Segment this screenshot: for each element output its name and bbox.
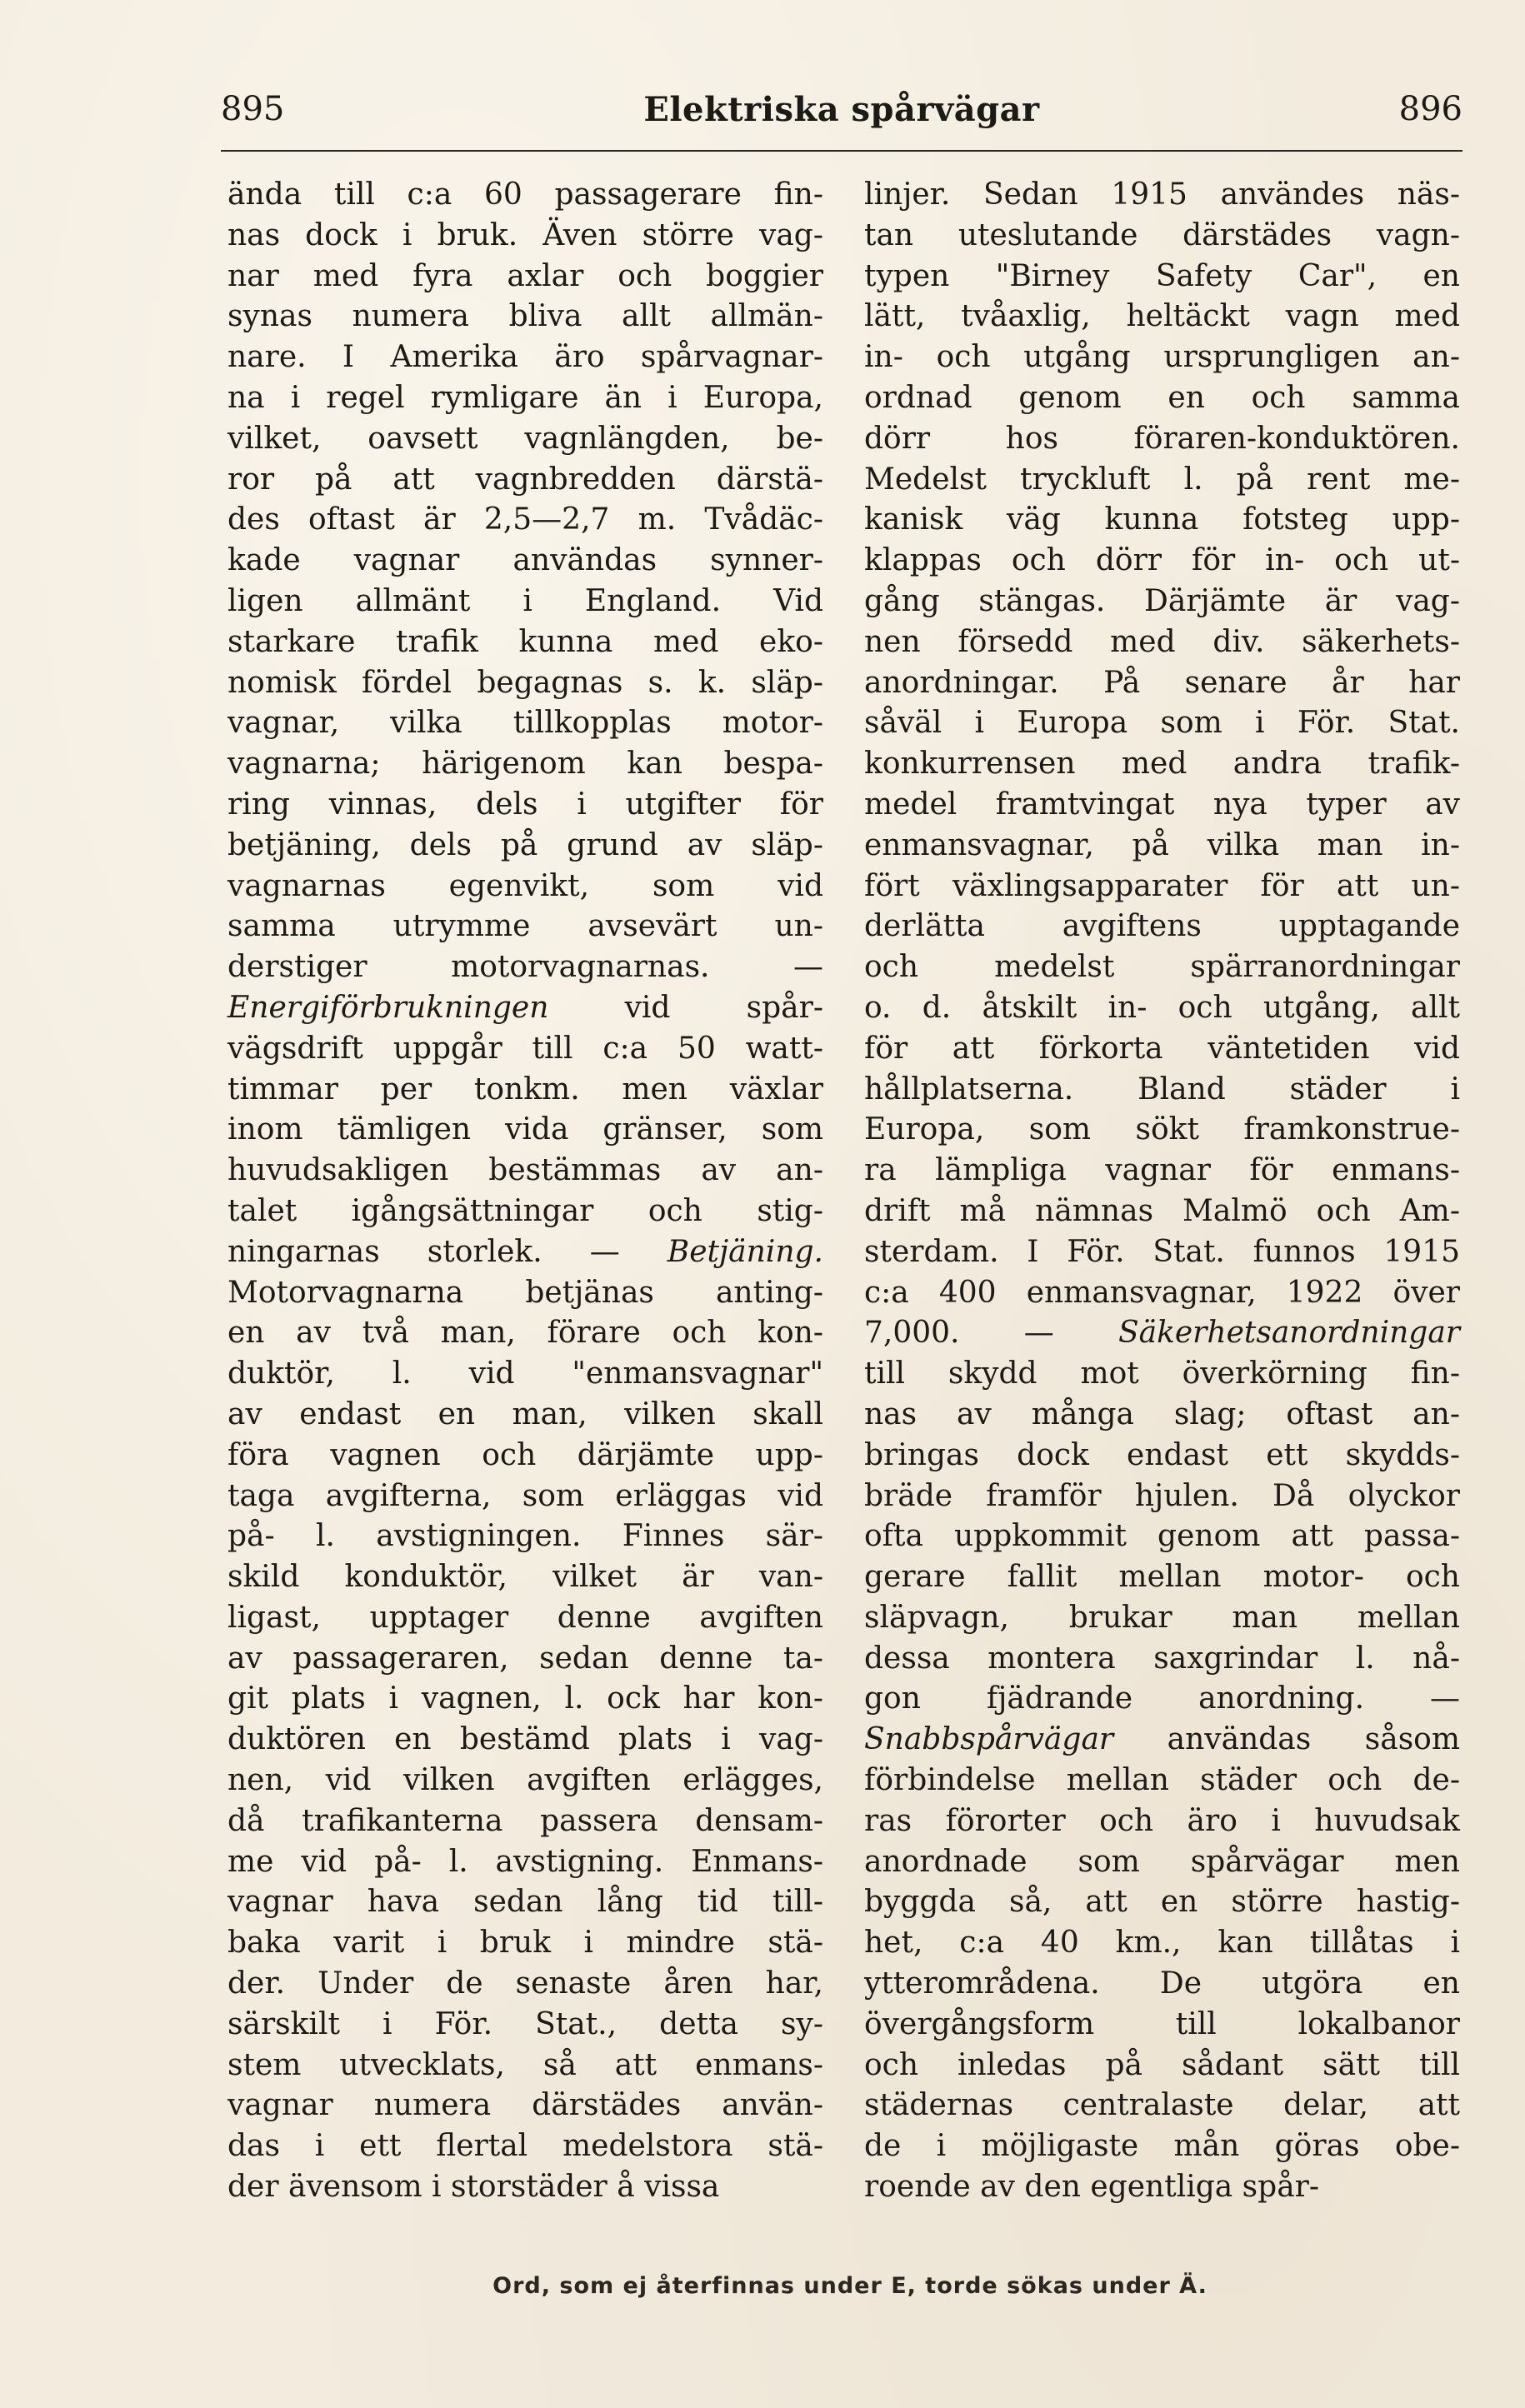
right-column-line: ofta uppkommit genom att passa- — [864, 1519, 1460, 1554]
running-title: Elektriska spårvägar — [643, 90, 1040, 129]
left-column-line: på- l. avstigningen. Finnes sär- — [228, 1519, 823, 1554]
left-column-line: ända till c:a 60 passagerare fin- — [228, 177, 823, 212]
left-column-line: der. Under de senaste åren har, — [228, 1966, 823, 2001]
right-column-line: klappas och dörr för in- och ut- — [864, 543, 1460, 578]
right-column-line: gerare fallit mellan motor- och — [864, 1560, 1460, 1595]
right-column-line: ras förorter och äro i huvudsak — [864, 1803, 1460, 1838]
left-column-line: nas dock i bruk. Även större vag- — [228, 217, 823, 252]
right-column-line: medel framtvingat nya typer av — [864, 787, 1460, 822]
section-heading: Betjäning. — [667, 1234, 823, 1269]
right-column-line: städernas centralaste delar, att — [864, 2088, 1460, 2123]
left-column-line: starkare trafik kunna med eko- — [228, 624, 823, 659]
left-column-line: skild konduktör, vilket är van- — [228, 1560, 823, 1595]
left-column-line: Energiförbrukningen vid spår- — [228, 990, 823, 1025]
footer-note: Ord, som ej återfinnas under E, torde sökas under Ä. — [492, 2273, 1208, 2299]
page-number-left: 895 — [221, 90, 285, 128]
left-column-line: vagnarnas egenvikt, som vid — [228, 868, 823, 903]
right-column-line: linjer. Sedan 1915 användes näs- — [864, 177, 1460, 212]
left-column-line: taga avgifterna, som erläggas vid — [228, 1478, 823, 1513]
left-column-line: nar med fyra axlar och boggier — [228, 258, 823, 293]
left-column-line: das i ett flertal medelstora stä- — [228, 2129, 823, 2164]
right-column-line: sterdam. I För. Stat. funnos 1915 — [864, 1234, 1460, 1269]
right-column-line: för att förkorta väntetiden vid — [864, 1031, 1460, 1066]
right-column-line: dörr hos föraren-konduktören. — [864, 421, 1460, 456]
right-column-line: roende av den egentliga spår- — [864, 2170, 1320, 2205]
left-column-line: na i regel rymligare än i Europa, — [228, 380, 823, 415]
section-heading: Energiförbrukningen — [228, 990, 549, 1025]
left-column-line: me vid på- l. avstigning. Enmans- — [228, 1844, 823, 1879]
right-column-line: övergångsform till lokalbanor — [864, 2006, 1460, 2041]
right-column-line: bräde framför hjulen. Då olyckor — [864, 1478, 1460, 1513]
left-column-line: Motorvagnarna betjänas anting- — [228, 1275, 823, 1310]
right-column-line: Europa, som sökt framkonstrue- — [864, 1112, 1460, 1147]
right-column-line: kanisk väg kunna fotsteg upp- — [864, 502, 1460, 537]
right-column-line: och inledas på sådant sätt till — [864, 2047, 1460, 2082]
right-column-line: ra lämpliga vagnar för enmans- — [864, 1153, 1460, 1188]
left-column-line: nomisk fördel begagnas s. k. släp- — [228, 665, 823, 700]
left-column-line: duktör, l. vid "enmansvagnar" — [228, 1356, 823, 1391]
right-column-line: hållplatserna. Bland städer i — [864, 1072, 1460, 1107]
right-column-line: drift må nämnas Malmö och Am- — [864, 1193, 1460, 1228]
right-column-line: ordnad genom en och samma — [864, 380, 1460, 415]
left-column-line: der ävensom i storstäder å vissa — [228, 2170, 720, 2205]
right-column-line: gång stängas. Därjämte är vag- — [864, 583, 1460, 618]
header-rule — [221, 150, 1462, 152]
section-heading: Snabbspårvägar — [864, 1722, 1114, 1757]
right-column-line: anordningar. På senare år har — [864, 665, 1460, 700]
left-column-line: vagnar numera därstädes använ- — [228, 2088, 823, 2123]
left-column-line: betjäning, dels på grund av släp- — [228, 827, 823, 862]
right-column-line: ytterområdena. De utgöra en — [864, 1966, 1460, 2001]
right-column-line: släpvagn, brukar man mellan — [864, 1600, 1460, 1635]
left-column-line: vagnar hava sedan lång tid till- — [228, 1885, 823, 1920]
left-column-line: duktören en bestämd plats i vag- — [228, 1722, 823, 1757]
left-column-line: samma utrymme avsevärt un- — [228, 909, 823, 944]
left-column-line: vagnar, vilka tillkopplas motor- — [228, 706, 823, 741]
left-column-line: inom tämligen vida gränser, som — [228, 1112, 823, 1147]
left-column-line: ligast, upptager denne avgiften — [228, 1600, 823, 1635]
right-column-line: nas av många slag; oftast an- — [864, 1396, 1460, 1431]
right-column-line: lätt, tvåaxlig, heltäckt vagn med — [864, 299, 1460, 334]
right-column-line: byggda så, att en större hastig- — [864, 1885, 1460, 1920]
page-header — [221, 90, 1462, 140]
left-column-line: timmar per tonkm. men växlar — [228, 1072, 823, 1107]
left-column-line: vägsdrift uppgår till c:a 50 watt- — [228, 1031, 823, 1066]
right-column-line: anordnade som spårvägar men — [864, 1844, 1460, 1879]
right-column-line: till skydd mot överkörning fin- — [864, 1356, 1460, 1391]
left-column-line: synas numera bliva allt allmän- — [228, 299, 823, 334]
left-column-line: ror på att vagnbredden därstä- — [228, 462, 823, 497]
right-column-line: derlätta avgiftens upptagande — [864, 909, 1460, 944]
right-column-line: förbindelse mellan städer och de- — [864, 1763, 1460, 1798]
left-column-line: huvudsakligen bestämmas av an- — [228, 1153, 823, 1188]
right-column-line: Medelst tryckluft l. på rent me- — [864, 462, 1460, 497]
right-column-line: konkurrensen med andra trafik- — [864, 747, 1460, 782]
left-column-line: derstiger motorvagnarnas. — — [228, 950, 823, 985]
left-column-line: talet igångsättningar och stig- — [228, 1193, 823, 1228]
left-column-line: då trafikanterna passera densam- — [228, 1803, 823, 1838]
left-column-line: föra vagnen och därjämte upp- — [228, 1437, 823, 1472]
right-column-line: såväl i Europa som i För. Stat. — [864, 706, 1460, 741]
right-column-line: c:a 400 enmansvagnar, 1922 över — [864, 1275, 1460, 1310]
right-column-line: in- och utgång ursprungligen an- — [864, 340, 1460, 375]
right-column-line: Snabbspårvägar användas såsom — [864, 1722, 1460, 1757]
left-column-line: en av två man, förare och kon- — [228, 1316, 823, 1351]
left-column-line: vilket, oavsett vagnlängden, be- — [228, 421, 823, 456]
right-column-line: gon fjädrande anordning. — — [864, 1681, 1460, 1716]
right-column-line: de i möjligaste mån göras obe- — [864, 2129, 1460, 2164]
right-column-line: het, c:a 40 km., kan tillåtas i — [864, 1926, 1460, 1961]
left-column-line: nen, vid vilken avgiften erlägges, — [228, 1763, 823, 1798]
right-column-line: och medelst spärranordningar — [864, 950, 1460, 985]
left-column-line: ligen allmänt i England. Vid — [228, 583, 823, 618]
left-column-line: av endast en man, vilken skall — [228, 1396, 823, 1431]
left-column-line: des oftast är 2,5—2,7 m. Tvådäc- — [228, 502, 823, 537]
left-text-column — [228, 175, 823, 2208]
right-column-line: o. d. åtskilt in- och utgång, allt — [864, 990, 1460, 1025]
left-column-line: kade vagnar användas synner- — [228, 543, 823, 578]
right-column-line: typen "Birney Safety Car", en — [864, 258, 1460, 293]
page-number-right: 896 — [1398, 90, 1462, 128]
left-column-line: ring vinnas, dels i utgifter för — [228, 787, 823, 822]
right-column-line: bringas dock endast ett skydds- — [864, 1437, 1460, 1472]
left-column-line: särskilt i För. Stat., detta sy- — [228, 2006, 823, 2041]
right-column-line: fört växlingsapparater för att un- — [864, 868, 1460, 903]
left-column-line: baka varit i bruk i mindre stä- — [228, 1926, 823, 1961]
right-column-line: 7,000. — Säkerhetsanordningar — [864, 1316, 1460, 1351]
right-text-column — [864, 175, 1460, 2208]
left-column-line: stem utvecklats, så att enmans- — [228, 2047, 823, 2082]
left-column-line: av passageraren, sedan denne ta- — [228, 1641, 823, 1676]
right-column-line: enmansvagnar, på vilka man in- — [864, 827, 1460, 862]
section-heading: Säkerhetsanordningar — [1118, 1316, 1460, 1351]
left-column-line: ningarnas storlek. — Betjäning. — [228, 1234, 823, 1269]
right-column-line: nen försedd med div. säkerhets- — [864, 624, 1460, 659]
right-column-line: dessa montera saxgrindar l. nå- — [864, 1641, 1460, 1676]
left-column-line: git plats i vagnen, l. ock har kon- — [228, 1681, 823, 1716]
right-column-line: tan uteslutande därstädes vagn- — [864, 217, 1460, 252]
left-column-line: vagnarna; härigenom kan bespa- — [228, 747, 823, 782]
left-column-line: nare. I Amerika äro spårvagnar- — [228, 340, 823, 375]
